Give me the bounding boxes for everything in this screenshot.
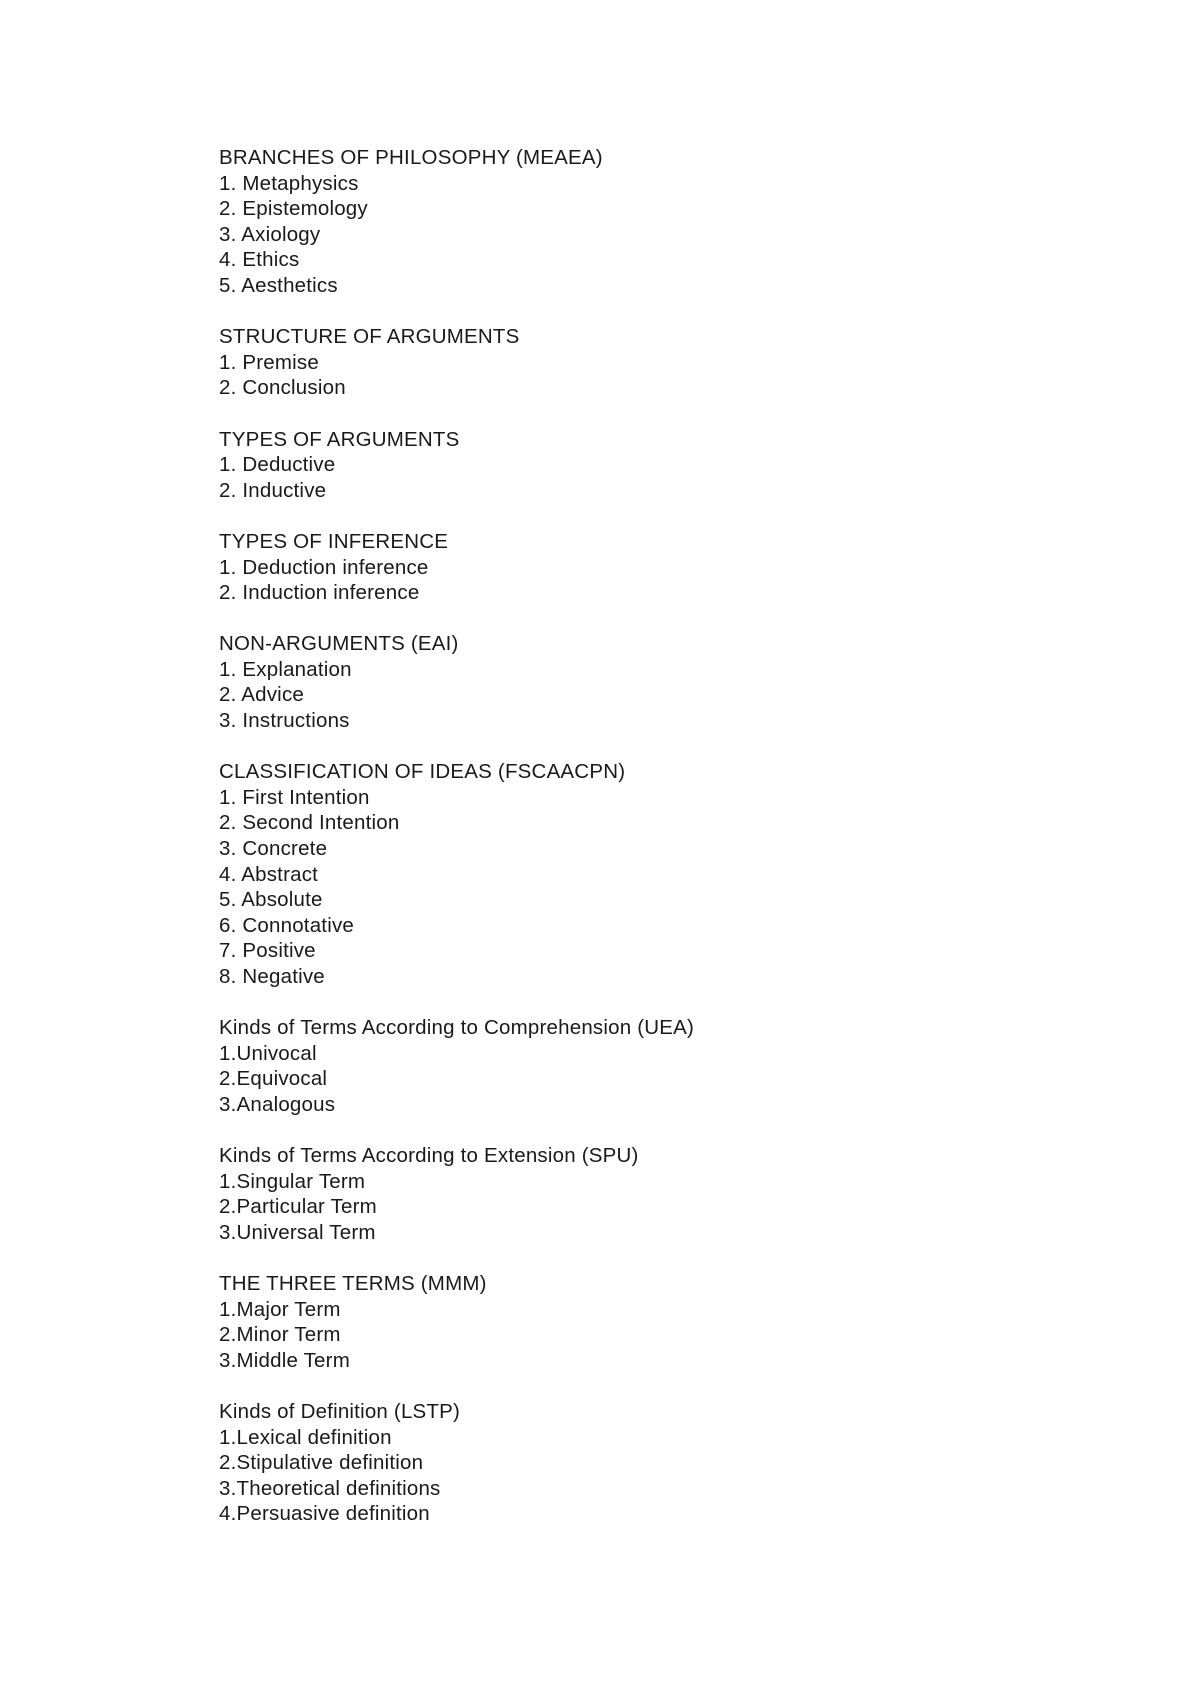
list-item: 1. Premise <box>219 350 319 374</box>
list-item: 3.Analogous <box>219 1092 336 1116</box>
list-item: 1.Univocal <box>219 1041 317 1065</box>
list-item: 1. First Intention <box>219 785 370 809</box>
section-kinds-of-definition <box>219 1399 1119 1527</box>
list-item: 2. Epistemology <box>219 197 368 221</box>
section-structure-of-arguments <box>219 324 1119 401</box>
list-item: 3.Universal Term <box>219 1220 376 1244</box>
section-heading: STRUCTURE OF ARGUMENTS <box>219 325 520 349</box>
list-item: 2.Particular Term <box>219 1195 377 1219</box>
list-item: 2. Advice <box>219 683 304 707</box>
list-item: 3.Theoretical definitions <box>219 1476 441 1500</box>
list-item: 7. Positive <box>219 939 316 963</box>
section-terms-comprehension <box>219 1015 1119 1117</box>
list-item: 1. Deductive <box>219 453 336 477</box>
section-heading: Kinds of Definition (LSTP) <box>219 1400 461 1424</box>
list-item: 2.Minor Term <box>219 1323 341 1347</box>
list-item: 3.Middle Term <box>219 1348 350 1372</box>
list-item: 2. Inductive <box>219 478 327 502</box>
document-body <box>219 145 1119 1553</box>
list-item: 1. Deduction inference <box>219 555 429 579</box>
section-classification-of-ideas <box>219 759 1119 989</box>
section-types-of-inference <box>219 529 1119 606</box>
list-item: 5. Aesthetics <box>219 273 338 297</box>
section-heading: TYPES OF ARGUMENTS <box>219 427 460 451</box>
list-item: 2.Stipulative definition <box>219 1451 424 1475</box>
list-item: 1. Explanation <box>219 657 352 681</box>
section-heading: TYPES OF INFERENCE <box>219 529 449 553</box>
section-types-of-arguments <box>219 427 1119 504</box>
list-item: 2. Second Intention <box>219 811 400 835</box>
list-item: 2.Equivocal <box>219 1067 328 1091</box>
section-heading: THE THREE TERMS (MMM) <box>219 1272 487 1296</box>
section-heading: Kinds of Terms According to Extension (SPU) <box>219 1144 639 1168</box>
list-item: 2. Induction inference <box>219 581 420 605</box>
list-item: 2. Conclusion <box>219 376 346 400</box>
section-heading: NON-ARGUMENTS (EAI) <box>219 632 459 656</box>
list-item: 3. Instructions <box>219 709 350 733</box>
list-item: 4. Abstract <box>219 862 319 886</box>
list-item: 8. Negative <box>219 965 325 988</box>
section-heading: Kinds of Terms According to Comprehension (UEA) <box>219 1016 695 1040</box>
list-item: 1. Metaphysics <box>219 171 359 195</box>
section-terms-extension <box>219 1143 1119 1245</box>
list-item: 1.Major Term <box>219 1297 341 1321</box>
section-three-terms <box>219 1271 1119 1373</box>
section-non-arguments <box>219 631 1119 733</box>
list-item: 3. Axiology <box>219 222 321 246</box>
list-item: 1.Singular Term <box>219 1169 366 1193</box>
section-branches-of-philosophy <box>219 145 1119 299</box>
list-item: 4.Persuasive definition <box>219 1502 430 1526</box>
section-heading: CLASSIFICATION OF IDEAS (FSCAACPN) <box>219 760 626 784</box>
list-item: 1.Lexical definition <box>219 1425 392 1449</box>
list-item: 5. Absolute <box>219 888 323 912</box>
list-item: 3. Concrete <box>219 837 328 861</box>
list-item: 6. Connotative <box>219 913 354 937</box>
list-item: 4. Ethics <box>219 248 300 272</box>
section-heading: BRANCHES OF PHILOSOPHY (MEAEA) <box>219 146 603 169</box>
